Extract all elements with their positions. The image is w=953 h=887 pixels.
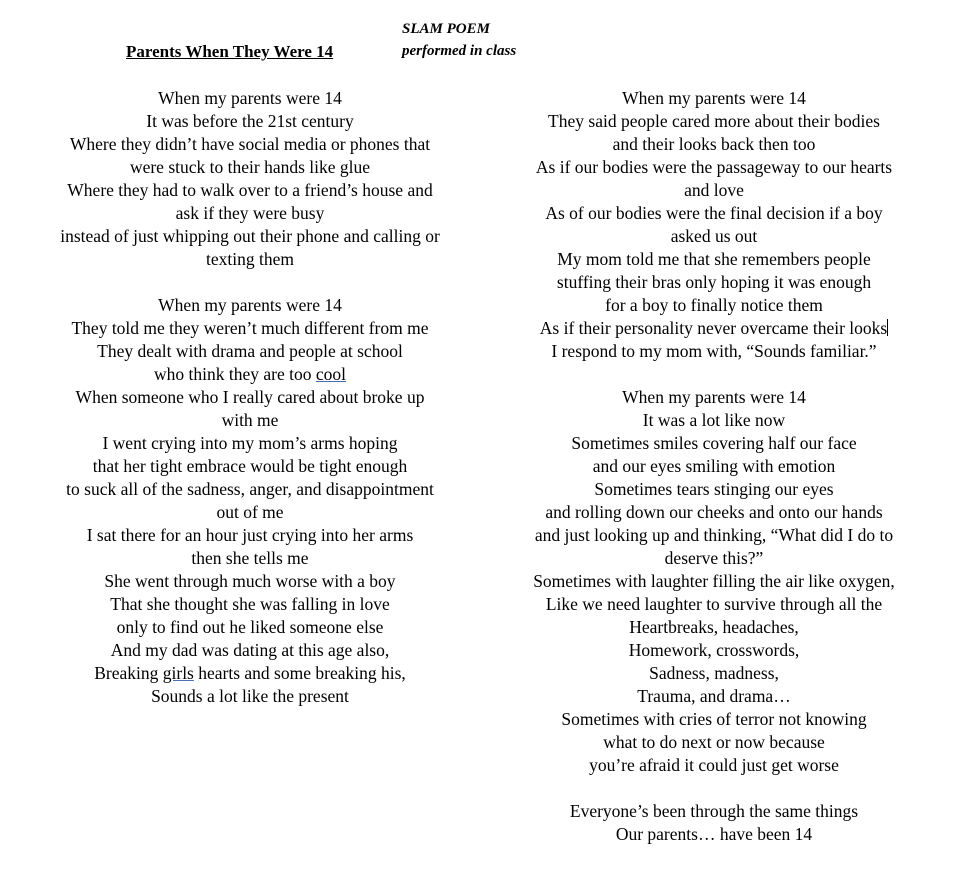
poem-line: Sadness, madness, bbox=[649, 663, 779, 683]
poem-subtitle: performed in class bbox=[402, 43, 517, 59]
poem-line: ask if they were busy bbox=[175, 203, 325, 223]
poem-line: deserve this?” bbox=[664, 548, 764, 568]
poem-line: instead of just whipping out their phone and calling or bbox=[60, 226, 440, 246]
poem-line: When my parents were 14 bbox=[622, 88, 806, 108]
right-column bbox=[503, 87, 925, 846]
poem-line: stuffing their bras only hoping it was enough bbox=[556, 272, 872, 292]
poem-line: They said people cared more about their bodies bbox=[548, 111, 880, 131]
poem-line: Sometimes smiles covering half our face bbox=[571, 433, 857, 453]
poem-line: Our parents… have been 14 bbox=[615, 824, 813, 844]
poem-line-cool bbox=[25, 363, 475, 386]
poem-line: texting them bbox=[206, 249, 294, 269]
poem-line: what to do next or now because bbox=[603, 732, 825, 752]
poem-line: When someone who I really cared about broke up bbox=[75, 387, 425, 407]
blank-line bbox=[503, 363, 925, 386]
poem-line-with-cursor[interactable] bbox=[503, 317, 925, 340]
blank-line bbox=[503, 777, 925, 800]
line-text: hearts and some breaking his, bbox=[198, 663, 406, 683]
line-text: Breaking bbox=[94, 663, 159, 683]
poem-line: for a boy to finally notice them bbox=[605, 295, 823, 315]
poem-line: Homework, crosswords, bbox=[628, 640, 800, 660]
poem-kind: SLAM POEM bbox=[402, 21, 490, 37]
poem-line: with me bbox=[221, 410, 279, 430]
poem-line: Heartbreaks, headaches, bbox=[629, 617, 799, 637]
poem-line: I went crying into my mom’s arms hoping bbox=[102, 433, 398, 453]
poem-line: Sometimes tears stinging our eyes bbox=[594, 479, 834, 499]
poem-line: and their looks back then too bbox=[612, 134, 816, 154]
poem-title: Parents When They Were 14 bbox=[126, 42, 334, 61]
poem-line: you’re afraid it could just get worse bbox=[589, 755, 839, 775]
poem-line: and love bbox=[684, 180, 744, 200]
poem-line: That she thought she was falling in love bbox=[110, 594, 390, 614]
poem-line: Sounds a lot like the present bbox=[151, 686, 349, 706]
poem-line: Everyone’s been through the same things bbox=[569, 801, 859, 821]
poem-line: Where they had to walk over to a friend’s house and bbox=[67, 180, 433, 200]
poem-line: When my parents were 14 bbox=[622, 387, 806, 407]
poem-line: It was before the 21st century bbox=[146, 111, 354, 131]
poem-line: and rolling down our cheeks and onto our hands bbox=[545, 502, 883, 522]
poem-line: They told me they weren’t much different from me bbox=[71, 318, 429, 338]
poem-line: It was a lot like now bbox=[642, 410, 786, 430]
line-text: who think they are too bbox=[154, 364, 312, 384]
text-cursor bbox=[887, 319, 888, 336]
poem-line: Where they didn’t have social media or phones that bbox=[69, 134, 431, 154]
poem-line: When my parents were 14 bbox=[158, 295, 342, 315]
poem-line: They dealt with drama and people at school bbox=[97, 341, 403, 361]
poem-line: to suck all of the sadness, anger, and disappointment bbox=[66, 479, 434, 499]
poem-line: only to find out he liked someone else bbox=[116, 617, 384, 637]
spelling-flagged-word[interactable]: cool bbox=[315, 364, 346, 384]
poem-line-girls bbox=[25, 662, 475, 685]
poem-line: and our eyes smiling with emotion bbox=[592, 456, 836, 476]
poem-line: And my dad was dating at this age also, bbox=[110, 640, 390, 660]
poem-line: I respond to my mom with, “Sounds familiar.” bbox=[551, 341, 877, 361]
poem-line: out of me bbox=[216, 502, 284, 522]
poem-line: asked us out bbox=[670, 226, 758, 246]
blank-line bbox=[25, 271, 475, 294]
line-text: As if their personality never overcame their looks bbox=[539, 318, 888, 338]
poem-line: My mom told me that she remembers people bbox=[557, 249, 871, 269]
poem-line: As if our bodies were the passageway to our hearts bbox=[535, 157, 893, 177]
poem-line: When my parents were 14 bbox=[158, 88, 342, 108]
poem-line: Sometimes with cries of terror not knowing bbox=[561, 709, 867, 729]
left-column bbox=[25, 87, 475, 708]
poem-line: She went through much worse with a boy bbox=[104, 571, 396, 591]
poem-line: Trauma, and drama… bbox=[637, 686, 791, 706]
poem-line: were stuck to their hands like glue bbox=[129, 157, 371, 177]
poem-line: As of our bodies were the final decision if a boy bbox=[545, 203, 883, 223]
poem-line: I sat there for an hour just crying into her arms bbox=[86, 525, 414, 545]
poem-line: Like we need laughter to survive through all the bbox=[545, 594, 883, 614]
poem-line: Sometimes with laughter filling the air like oxygen, bbox=[533, 571, 895, 591]
poem-line: then she tells me bbox=[191, 548, 309, 568]
poem-line: and just looking up and thinking, “What did I do to bbox=[534, 525, 894, 545]
poem-line: that her tight embrace would be tight enough bbox=[92, 456, 408, 476]
grammar-flagged-word[interactable]: girls bbox=[162, 663, 194, 683]
